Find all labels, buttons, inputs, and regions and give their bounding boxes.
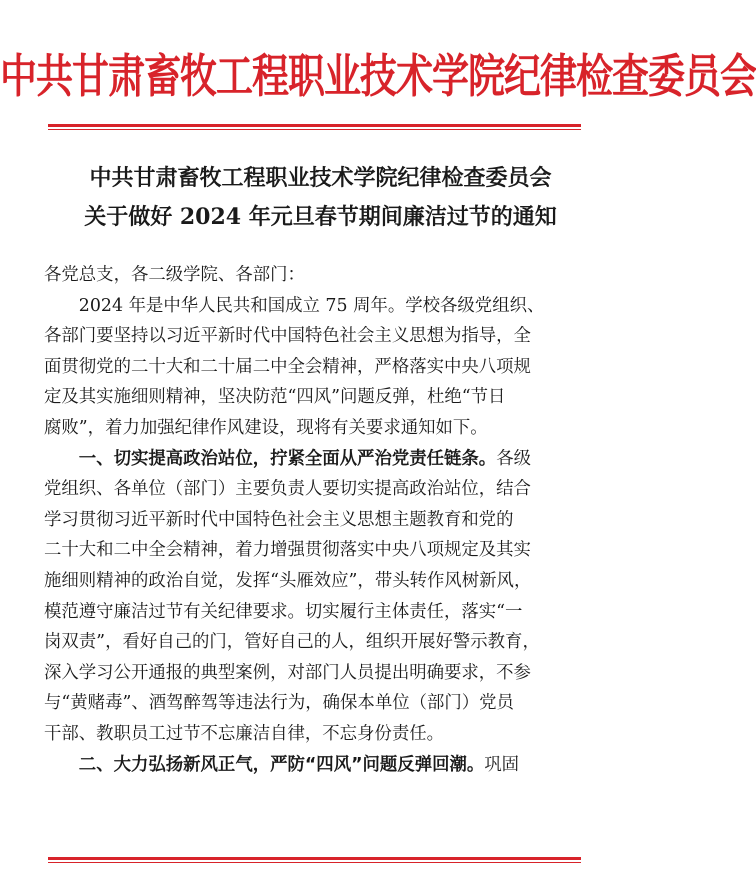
paragraph-line xyxy=(44,750,604,781)
paragraph-line: 二十大和二中全会精神，着力增强贯彻落实中央八项规定及其实 xyxy=(44,540,531,561)
paragraph-line: 模范遵守廉洁过节有关纪律要求。切实履行主体责任，落实“一 xyxy=(44,601,523,622)
paragraph-line: 党组织、各单位（部门）主要负责人要切实提高政治站位，结合 xyxy=(44,479,531,500)
header-red-rule-thin xyxy=(48,129,581,130)
paragraph-line: 深入学习公开通报的典型案例，对部门人员提出明确要求，不参 xyxy=(44,662,531,683)
paragraph-line: 岗双责”，看好自己的门，管好自己的人，组织开展好警示教育， xyxy=(44,632,540,653)
paragraph-line: 与“黄赌毒”、酒驾醉驾等违法行为，确保本单位（部门）党员 xyxy=(44,693,514,714)
document-title-line-2: 关于做好 2024 年元旦春节期间廉洁过节的通知 xyxy=(84,204,557,230)
document-body xyxy=(44,260,604,780)
paragraph-line: 各部门要坚持以习近平新时代中国特色社会主义思想为指导，全 xyxy=(44,326,531,347)
paragraph-line: 定及其实施细则精神，坚决防范“四风”问题反弹，杜绝“节日 xyxy=(44,387,506,408)
header-org-name: 中共甘肃畜牧工程职业技术学院纪律检查委员会 xyxy=(0,49,756,103)
paragraph-section-2 xyxy=(44,750,604,781)
header-red-rule xyxy=(48,124,581,127)
paragraph-section-1 xyxy=(44,444,604,750)
paragraph-intro xyxy=(44,291,604,444)
paragraph-line: 学习贯彻习近平新时代中国特色社会主义思想主题教育和党的 xyxy=(44,509,514,530)
paragraph-line: 腐败”，着力加强纪律作风建设，现将有关要求通知如下。 xyxy=(44,417,488,438)
section-2-heading: 二、大力弘扬新风正气，严防“四风”问题反弹回潮。 xyxy=(78,754,485,775)
salutation: 各党总支，各二级学院、各部门： xyxy=(44,265,305,285)
document-title-line-1: 中共甘肃畜牧工程职业技术学院纪律检查委员会 xyxy=(89,165,552,191)
paragraph-line: 干部、教职员工过节不忘廉洁自律，不忘身份责任。 xyxy=(44,723,444,744)
section-1-first-line-tail: 各级 xyxy=(496,448,531,469)
section-2-first-line-tail: 巩固 xyxy=(484,754,520,775)
footer-red-rule xyxy=(48,857,581,860)
footer-red-rule-thin xyxy=(48,862,581,863)
paragraph-line: 施细则精神的政治自觉，发挥“头雁效应”，带头转作风树新风， xyxy=(44,570,532,591)
section-1-heading: 一、切实提高政治站位，拧紧全面从严治党责任链条。 xyxy=(78,448,497,469)
paragraph-line: 2024 年是中华人民共和国成立 75 周年。学校各级党组织、 xyxy=(78,295,545,316)
paragraph-line xyxy=(44,444,604,475)
paragraph-line: 面贯彻党的二十大和二十届二中全会精神，严格落实中央八项规 xyxy=(44,356,531,377)
